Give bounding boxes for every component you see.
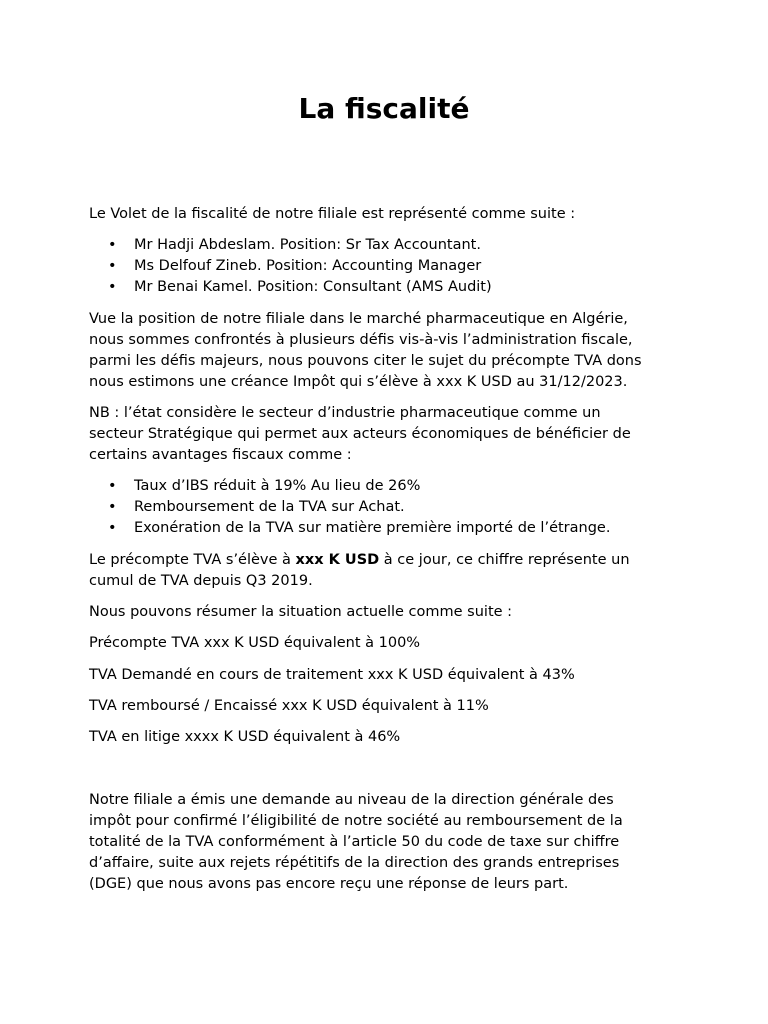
summary-line: TVA en litige xxxx K USD équivalent à 46% [89,729,401,745]
summary-line: TVA remboursé / Encaissé xxx K USD équivalent à 11% [89,698,489,714]
intro-paragraph: Le Volet de la fiscalité de notre filiale est représenté comme suite : [89,206,576,222]
list-item: • Taux d’IBS réduit à 19% Au lieu de 26% [89,476,610,497]
nb-paragraph: NB : l’état considère le secteur d’industrie pharmaceutique comme un secteur Stratégique qui permet aux acteurs économiques de bénéficier de certains avantages fiscaux comme : [89,405,631,463]
bullet-icon: • [108,258,117,274]
bullet-icon: • [108,499,117,515]
page-title: La fiscalité [298,92,470,125]
list-item: • Ms Delfouf Zineb. Position: Accounting Manager [89,256,492,277]
amount-bold: xxx K USD [295,552,380,568]
advantages-list [89,476,610,539]
list-item: • Exonération de la TVA sur matière première importé de l’étrange. [89,518,610,539]
bullet-icon: • [108,237,117,253]
list-item: • Mr Benai Kamel. Position: Consultant (AMS Audit) [89,277,492,298]
bullet-icon: • [108,478,117,494]
list-item: • Mr Hadji Abdeslam. Position: Sr Tax Accountant. [89,235,492,256]
bullet-icon: • [108,279,117,295]
market-paragraph: Vue la position de notre filiale dans le marché pharmaceutique en Algérie, nous sommes confrontés à plusieurs défis vis-à-vis l’administration fiscale, parmi les défis majeurs, nous pouvons citer le sujet du précompte TVA dons nous estimons une créance Impôt qui s’élève à xxx K USD au 31/12/2023. [89,311,642,390]
list-item: • Remboursement de la TVA sur Achat. [89,497,610,518]
summary-intro: Nous pouvons résumer la situation actuelle comme suite : [89,604,513,620]
summary-line: Précompte TVA xxx K USD équivalent à 100% [89,635,421,651]
summary-line: TVA Demandé en cours de traitement xxx K USD équivalent à 43% [89,667,575,683]
bullet-icon: • [108,520,117,536]
dge-paragraph: Notre filiale a émis une demande au niveau de la direction générale des impôt pour confirmé l’éligibilité de notre société au remboursement de la totalité de la TVA conformément à l’article 50 du code de taxe sur chiffre d’affaire, suite aux rejets répétitifs de la direction des grands entreprises (DGE) que nous avons pas encore reçu une réponse de leurs part. [89,792,623,892]
precompte-paragraph: Le précompte TVA s’élève à xxx K USD à ce jour, ce chiffre représente un cumul de TVA depuis Q3 2019. [89,552,630,589]
team-list [89,235,492,298]
